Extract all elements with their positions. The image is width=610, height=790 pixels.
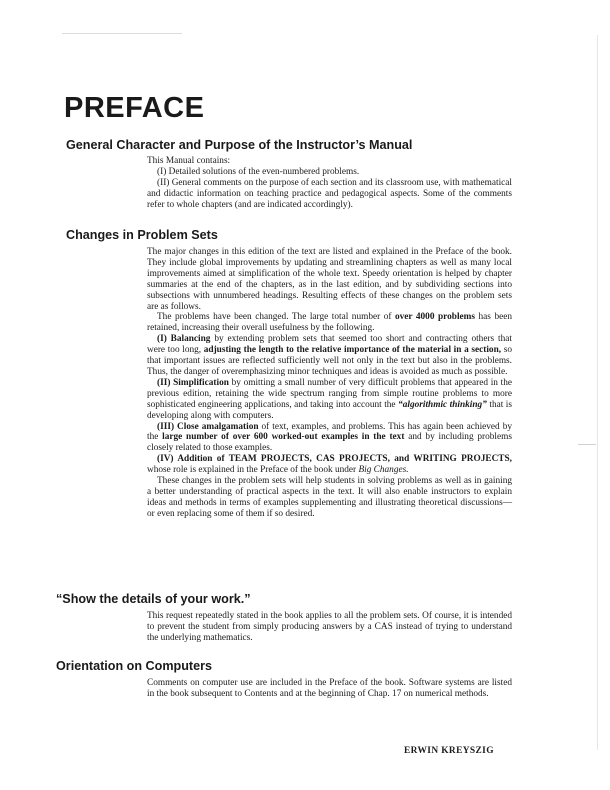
changes-summary: These changes in the problem sets will help students in solving problems as well as in gaining a better understanding of practical aspects in the text. It will also enable instructors to explain ideas and methods in terms of examples supplementing and illustrating theoretical discussions—or even replacing some of them if so desired.: [147, 476, 512, 519]
section-heading-purpose: General Character and Purpose of the Instructor’s Manual: [66, 138, 413, 152]
section-body-computers: [147, 678, 512, 700]
contents-intro: This Manual contains:: [147, 156, 231, 166]
changes-paragraph-1: The major changes in this edition of the text are listed and explained in the Preface of the book. They include global improvements by updating and streamlining chapters as well as many local improvements aimed at simplification of the whole text. Speedy orientation is helped by chapter summaries at the end of the chapters, as in the last edition, and by subdividing sections into subsections with unnumbered headings. Resulting effects of these changes on the problem sets are as follows.: [147, 247, 512, 312]
right-margin-tick: [578, 444, 596, 445]
changes-amalgamation: (III) Close amalgamation of text, examples, and problems. This has again been achieved by the large number of over 600 worked-out examples in the text and by including problems closely related to those examples.: [147, 421, 512, 454]
section-body-purpose: [147, 156, 512, 211]
changes-balancing: (I) Balancing by extending problem sets that seemed too short and contracting others that were too long, adjusting the length to the relative importance of the material in a section, so that important issues are reflected sufficiently well not only in the text but also in the problems. Thus, the danger of overemphasizing minor techniques and ideas is avoided as much as possible.: [147, 334, 512, 377]
contents-item-2: (II) General comments on the purpose of each section and its classroom use, with mathematical and didactic information on teaching practice and pedagogical aspects. Some of the comments refer to whole chapters (and are indicated accordingly).: [147, 177, 512, 210]
top-edge-line: [62, 33, 182, 34]
section-heading-details: “Show the details of your work.”: [56, 592, 251, 606]
author-signature: ERWIN KREYSZIG: [404, 746, 494, 756]
right-edge-line: [597, 35, 598, 750]
changes-paragraph-2: The problems have been changed. The large total number of over 4000 problems has been retained, increasing their overall usefulness by the following.: [147, 312, 512, 334]
section-heading-computers: Orientation on Computers: [56, 659, 213, 673]
changes-projects: (IV) Addition of TEAM PROJECTS, CAS PROJECTS, and WRITING PROJECTS, whose role is explained in the Preface of the book under Big Changes.: [147, 454, 512, 476]
contents-item-1: (I) Detailed solutions of the even-numbered problems.: [157, 166, 360, 177]
changes-simplification: (II) Simplification by omitting a small number of very difficult problems that appeared in the previous edition, retaining the wide spectrum ranging from simple routine problems to more sophisticated engineering applications, and taking into account the “algorithmic thinking” that is developing along with computers.: [147, 377, 513, 421]
computers-paragraph: Comments on computer use are included in the Preface of the book. Software systems are listed in the book subsequent to Contents and at the beginning of Chap. 17 on numerical methods.: [147, 678, 512, 699]
section-body-changes: [147, 247, 512, 520]
page-title: PREFACE: [64, 92, 205, 124]
details-paragraph: This request repeatedly stated in the book applies to all the problem sets. Of course, it is intended to prevent the student from simply producing answers by a CAS instead of trying to understand the underlying mathematics.: [147, 611, 512, 643]
section-heading-changes: Changes in Problem Sets: [66, 228, 218, 242]
section-body-details: [147, 611, 512, 644]
